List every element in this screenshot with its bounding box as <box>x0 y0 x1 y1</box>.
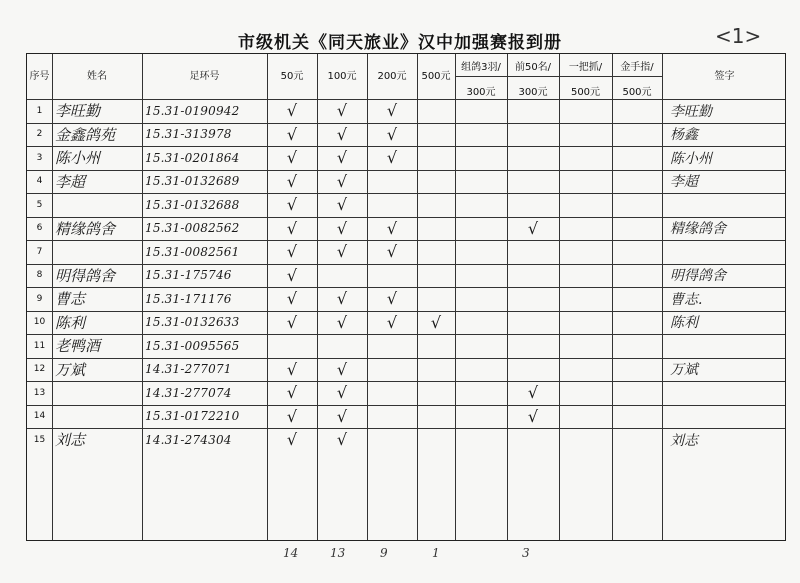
header-grab-bottom: 500元 <box>570 87 601 98</box>
cell-c100 <box>317 264 367 288</box>
cell-grab <box>559 170 612 194</box>
cell-c50: √ <box>286 406 298 426</box>
header-group-bottom: 300元 <box>466 87 496 98</box>
cell-c100: √ <box>336 218 348 238</box>
cell-ring: 15.31-0172210 <box>145 409 240 424</box>
cell-name <box>52 240 145 264</box>
cell-name: 曹志 <box>55 290 86 309</box>
cell-sign: 杨鑫 <box>670 127 698 144</box>
cell-c500 <box>417 428 455 452</box>
cell-ring: 15.31-0132688 <box>145 197 240 212</box>
cell-grp <box>455 193 507 217</box>
cell-name <box>52 381 145 405</box>
table-row <box>27 428 787 452</box>
cell-sign: 明得鸽舍 <box>670 268 726 285</box>
cell-top50: √ <box>527 383 539 403</box>
total-200: 9 <box>380 546 388 560</box>
cell-c50: √ <box>286 430 298 450</box>
cell-no: 12 <box>33 364 46 375</box>
cell-top50 <box>507 428 559 452</box>
cell-c200 <box>367 381 417 405</box>
cell-c50: √ <box>286 101 298 121</box>
cell-grab <box>559 99 612 123</box>
cell-grp <box>455 405 507 429</box>
page-number-mark: <1> <box>715 24 762 48</box>
cell-sign: 陈利 <box>670 315 698 332</box>
cell-gold <box>612 123 662 147</box>
cell-c50: √ <box>286 242 298 262</box>
header-top50-top: 前50名/ <box>514 62 552 73</box>
table-row <box>27 193 787 217</box>
cell-name: 万斌 <box>55 360 86 379</box>
cell-ring: 15.31-0201864 <box>145 150 240 165</box>
cell-c500: √ <box>430 312 442 332</box>
header-200: 200元 <box>377 71 407 82</box>
cell-c100: √ <box>336 406 348 426</box>
cell-grp <box>455 264 507 288</box>
cell-c200 <box>367 334 417 358</box>
header-sign: 签字 <box>714 71 735 82</box>
header-split-line <box>455 76 662 77</box>
cell-gold <box>612 311 662 335</box>
cell-sign: 刘志 <box>670 432 698 449</box>
cell-grp <box>455 428 507 452</box>
cell-name: 李超 <box>55 172 86 191</box>
cell-grab <box>559 287 612 311</box>
cell-top50 <box>507 170 559 194</box>
table-row <box>27 405 787 429</box>
cell-grp <box>455 287 507 311</box>
cell-c500 <box>417 170 455 194</box>
cell-c100: √ <box>336 195 348 215</box>
cell-sign <box>662 193 795 217</box>
cell-c500 <box>417 287 455 311</box>
cell-top50 <box>507 358 559 382</box>
cell-grp <box>455 146 507 170</box>
cell-grab <box>559 193 612 217</box>
cell-c50 <box>267 334 317 358</box>
cell-c500 <box>417 146 455 170</box>
cell-c500 <box>417 193 455 217</box>
table-row <box>27 217 787 241</box>
cell-no: 3 <box>36 152 43 163</box>
cell-grp <box>455 99 507 123</box>
cell-c200: √ <box>386 101 398 121</box>
cell-c50: √ <box>286 148 298 168</box>
cell-c500 <box>417 123 455 147</box>
cell-c200: √ <box>386 218 398 238</box>
cell-gold <box>612 170 662 194</box>
cell-top50 <box>507 264 559 288</box>
cell-top50 <box>507 123 559 147</box>
cell-c50: √ <box>286 195 298 215</box>
cell-grp <box>455 123 507 147</box>
cell-c100: √ <box>336 101 348 121</box>
cell-no: 14 <box>33 411 46 422</box>
cell-c50: √ <box>286 312 298 332</box>
cell-c500 <box>417 381 455 405</box>
cell-sign <box>662 240 795 264</box>
cell-ring: 15.31-0132633 <box>145 315 240 330</box>
cell-top50 <box>507 99 559 123</box>
cell-c50: √ <box>286 124 298 144</box>
cell-gold <box>612 146 662 170</box>
cell-sign: 陈小州 <box>670 150 712 167</box>
cell-no: 8 <box>36 270 43 281</box>
cell-ring: 14.31-277074 <box>145 385 232 400</box>
cell-sign: 精缘鸽舍 <box>670 221 726 238</box>
cell-grp <box>455 358 507 382</box>
header-top50-bottom: 300元 <box>518 87 548 98</box>
cell-top50 <box>507 146 559 170</box>
cell-ring: 15.31-171176 <box>145 291 232 306</box>
cell-c500 <box>417 358 455 382</box>
cell-ring: 15.31-0095565 <box>145 338 240 353</box>
cell-c200: √ <box>386 242 398 262</box>
cell-gold <box>612 381 662 405</box>
total-100: 13 <box>330 546 346 560</box>
header-50: 50元 <box>280 71 304 82</box>
cell-grp <box>455 334 507 358</box>
cell-ring: 15.31-0082562 <box>145 221 240 236</box>
cell-c500 <box>417 264 455 288</box>
cell-c50: √ <box>286 265 298 285</box>
cell-grab <box>559 428 612 452</box>
cell-c50: √ <box>286 383 298 403</box>
cell-c200: √ <box>386 148 398 168</box>
cell-no: 6 <box>36 223 43 234</box>
table-row <box>27 146 787 170</box>
cell-grab <box>559 334 612 358</box>
cell-c200 <box>367 405 417 429</box>
cell-ring: 15.31-313978 <box>145 127 232 142</box>
cell-grp <box>455 381 507 405</box>
cell-sign: 李超 <box>670 174 698 191</box>
table-row <box>27 334 787 358</box>
cell-no: 10 <box>33 317 46 328</box>
cell-top50 <box>507 334 559 358</box>
cell-gold <box>612 428 662 452</box>
cell-c200 <box>367 170 417 194</box>
cell-grab <box>559 358 612 382</box>
cell-c200 <box>367 264 417 288</box>
cell-c50: √ <box>286 289 298 309</box>
cell-grab <box>559 264 612 288</box>
cell-no: 5 <box>36 199 43 210</box>
cell-c100: √ <box>336 171 348 191</box>
cell-gold <box>612 240 662 264</box>
cell-gold <box>612 217 662 241</box>
cell-sign: 李旺勤 <box>670 103 712 120</box>
cell-grab <box>559 217 612 241</box>
cell-no: 2 <box>36 129 43 140</box>
cell-grab <box>559 405 612 429</box>
header-gold-bottom: 500元 <box>622 87 652 98</box>
cell-name: 陈利 <box>55 313 86 332</box>
header-gold-top: 金手指/ <box>620 62 654 73</box>
header-no: 序号 <box>29 71 50 82</box>
cell-c100: √ <box>336 124 348 144</box>
table-row <box>27 99 787 123</box>
cell-name: 陈小州 <box>55 149 101 168</box>
cell-c200 <box>367 358 417 382</box>
cell-c200: √ <box>386 312 398 332</box>
table-row <box>27 240 787 264</box>
cell-c200 <box>367 193 417 217</box>
cell-ring: 14.31-274304 <box>145 432 232 447</box>
cell-grp <box>455 240 507 264</box>
header-grab-top: 一把抓/ <box>568 62 603 73</box>
cell-top50: √ <box>527 218 539 238</box>
cell-grp <box>455 311 507 335</box>
cell-c200 <box>367 428 417 452</box>
cell-sign: 曹志. <box>670 291 703 308</box>
cell-gold <box>612 287 662 311</box>
cell-ring: 15.31-175746 <box>145 268 232 283</box>
cell-grp <box>455 217 507 241</box>
cell-grab <box>559 146 612 170</box>
cell-c100: √ <box>336 242 348 262</box>
cell-top50 <box>507 287 559 311</box>
cell-ring: 15.31-0132689 <box>145 174 240 189</box>
cell-c50: √ <box>286 359 298 379</box>
cell-c100: √ <box>336 430 348 450</box>
cell-c100: √ <box>336 383 348 403</box>
page-title: 市级机关《同天旅业》汉中加强赛报到册 <box>238 33 562 53</box>
cell-c100: √ <box>336 312 348 332</box>
cell-c500 <box>417 240 455 264</box>
cell-c100: √ <box>336 148 348 168</box>
cell-c50: √ <box>286 218 298 238</box>
table-row <box>27 170 787 194</box>
header-100: 100元 <box>327 71 357 82</box>
cell-grab <box>559 240 612 264</box>
total-50: 14 <box>283 546 299 560</box>
cell-grab <box>559 381 612 405</box>
cell-sign <box>662 381 795 405</box>
cell-no: 15 <box>33 434 46 445</box>
table-row <box>27 287 787 311</box>
header-name: 姓名 <box>87 71 107 82</box>
total-500: 1 <box>432 546 440 560</box>
table-row <box>27 264 787 288</box>
cell-c100 <box>317 334 367 358</box>
cell-name: 金鑫鸽苑 <box>55 125 116 144</box>
cell-gold <box>612 334 662 358</box>
cell-name: 老鸭酒 <box>55 337 101 356</box>
table-row <box>27 311 787 335</box>
header-group-top: 组鸽3羽/ <box>461 62 501 73</box>
cell-name <box>52 193 145 217</box>
cell-name: 精缘鸽舍 <box>55 219 116 238</box>
cell-c500 <box>417 405 455 429</box>
cell-no: 9 <box>36 293 43 304</box>
cell-no: 13 <box>33 387 46 398</box>
cell-no: 7 <box>36 246 43 257</box>
cell-grab <box>559 123 612 147</box>
header-500: 500元 <box>421 71 451 82</box>
cell-ring: 15.31-0082561 <box>145 244 240 259</box>
cell-name <box>52 405 145 429</box>
cell-c200: √ <box>386 289 398 309</box>
cell-top50 <box>507 311 559 335</box>
cell-name: 李旺勤 <box>55 102 101 121</box>
cell-grp <box>455 170 507 194</box>
cell-ring: 14.31-277071 <box>145 362 232 377</box>
cell-gold <box>612 405 662 429</box>
cell-sign: 万斌 <box>670 362 698 379</box>
cell-gold <box>612 358 662 382</box>
header-ring: 足环号 <box>189 71 220 82</box>
cell-sign <box>662 405 795 429</box>
cell-c200: √ <box>386 124 398 144</box>
cell-c500 <box>417 334 455 358</box>
cell-gold <box>612 193 662 217</box>
cell-c100: √ <box>336 289 348 309</box>
cell-ring: 15.31-0190942 <box>145 103 240 118</box>
table-row <box>27 381 787 405</box>
cell-sign <box>662 334 795 358</box>
cell-c500 <box>417 99 455 123</box>
cell-name: 刘志 <box>55 431 86 450</box>
cell-no: 4 <box>36 176 43 187</box>
table-row <box>27 358 787 382</box>
total-top50: 3 <box>522 546 530 560</box>
registration-table <box>26 53 786 541</box>
cell-top50 <box>507 240 559 264</box>
table-row <box>27 123 787 147</box>
cell-c500 <box>417 217 455 241</box>
cell-gold <box>612 264 662 288</box>
cell-c50: √ <box>286 171 298 191</box>
cell-name: 明得鸽舍 <box>55 266 116 285</box>
cell-gold <box>612 99 662 123</box>
cell-no: 1 <box>36 105 43 116</box>
cell-no: 11 <box>33 340 46 351</box>
cell-top50 <box>507 193 559 217</box>
cell-top50: √ <box>527 406 539 426</box>
cell-grab <box>559 311 612 335</box>
cell-c100: √ <box>336 359 348 379</box>
